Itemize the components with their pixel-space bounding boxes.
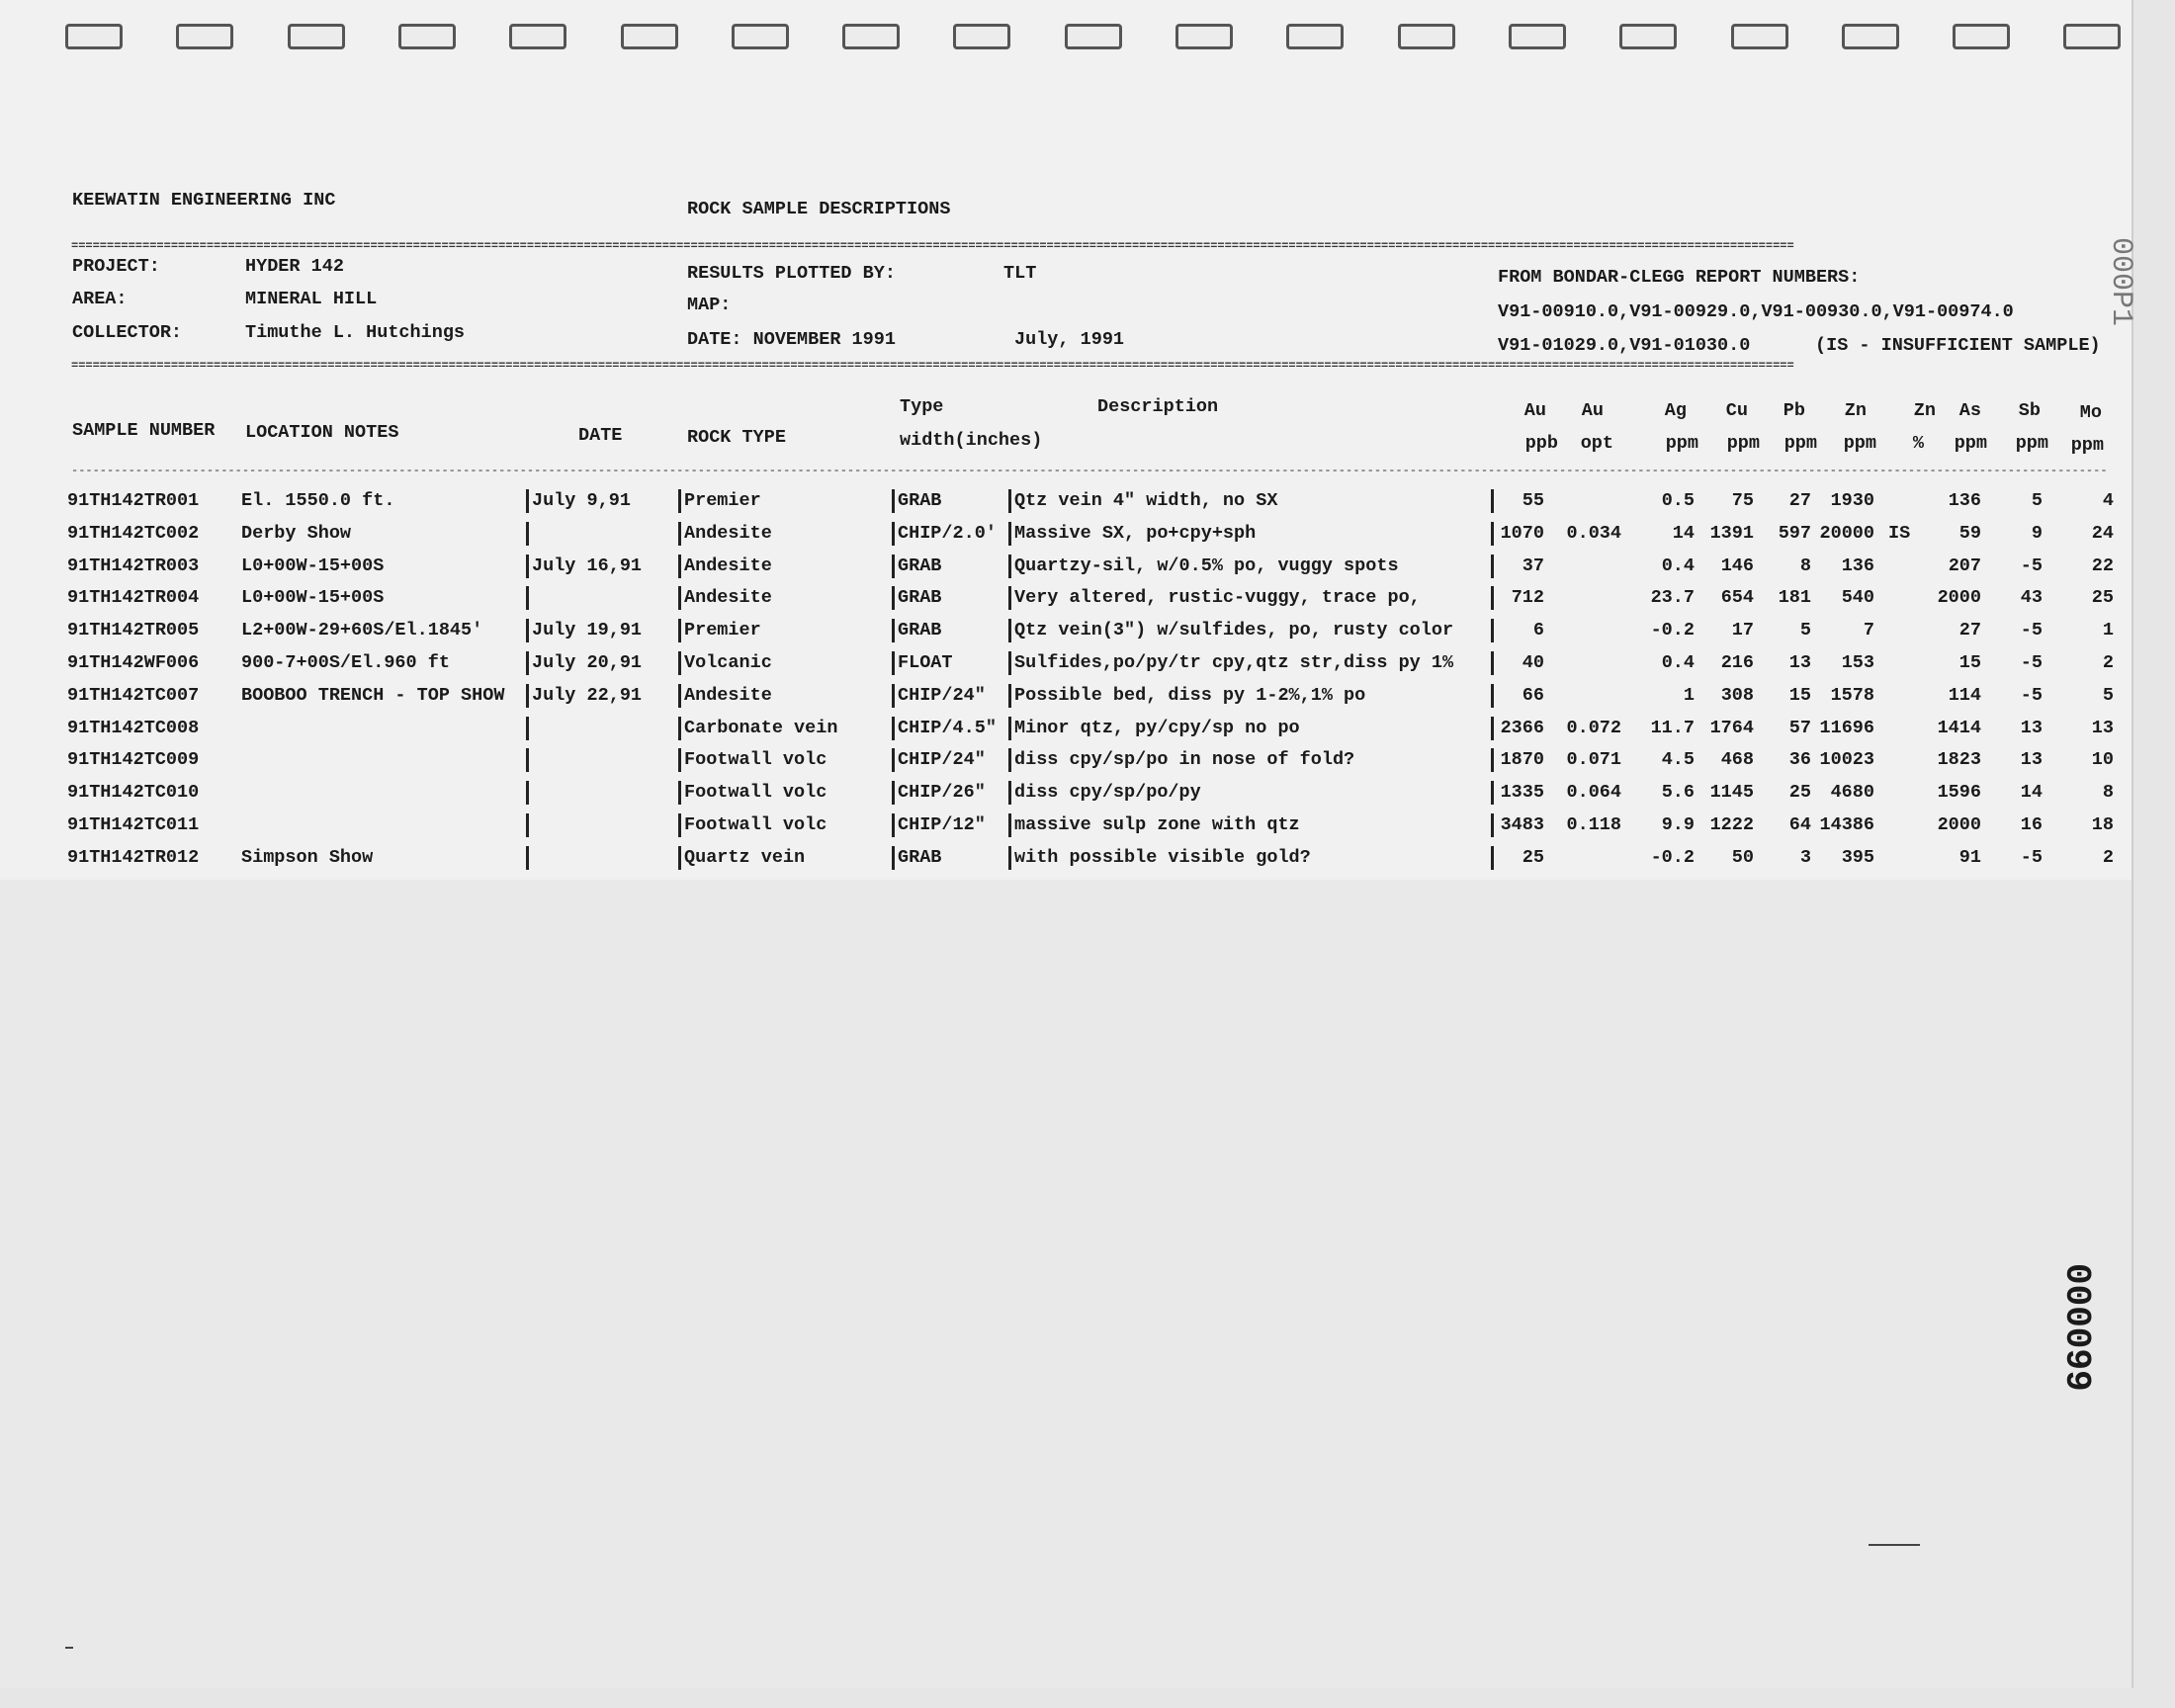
punch-hole xyxy=(842,24,900,49)
column-separator xyxy=(678,748,681,772)
cell-rock: Andesite xyxy=(684,555,772,576)
col-zn-pct: Zn xyxy=(1913,400,1936,421)
column-separator xyxy=(678,717,681,740)
cell-sample: 91TH142TC007 xyxy=(67,684,200,706)
column-separator xyxy=(1491,717,1494,740)
cell-sb: 9 xyxy=(2031,522,2043,544)
column-separator xyxy=(526,555,529,578)
column-separator xyxy=(1491,651,1494,675)
cell-ag: 0.4 xyxy=(1661,555,1695,576)
column-separator xyxy=(678,489,681,513)
cell-rock: Volcanic xyxy=(684,652,772,673)
cell-date: July 9,91 xyxy=(532,490,631,511)
cell-pb: 5 xyxy=(1799,620,1811,641)
cell-as: 1414 xyxy=(1937,717,1981,738)
cell-desc: diss cpy/sp/po in nose of fold? xyxy=(1014,749,1355,771)
double-rule-bottom: ================================================================================================================================================================================================================================================== xyxy=(71,360,1794,372)
punch-hole xyxy=(1509,24,1566,49)
col-sample-number: SAMPLE NUMBER xyxy=(72,420,216,441)
col-rock-type: ROCK TYPE xyxy=(687,427,786,448)
cell-ag: 5.6 xyxy=(1661,782,1695,804)
column-separator xyxy=(678,619,681,642)
cell-au: 25 xyxy=(1522,846,1544,868)
cell-ag: 0.5 xyxy=(1661,490,1695,511)
date-alt: July, 1991 xyxy=(1014,329,1125,350)
column-separator xyxy=(678,522,681,546)
map-label: MAP: xyxy=(687,295,732,315)
cell-zn: 153 xyxy=(1841,652,1874,673)
cell-mo: 18 xyxy=(2091,814,2114,835)
cell-pb: 13 xyxy=(1788,652,1811,673)
cell-au: 1870 xyxy=(1500,749,1544,771)
cell-sb: 5 xyxy=(2031,490,2043,511)
cell-cu: 17 xyxy=(1731,620,1754,641)
column-separator xyxy=(892,813,895,837)
cell-pb: 27 xyxy=(1788,490,1811,511)
cell-type: GRAB xyxy=(898,620,942,641)
cell-desc: Quartzy-sil, w/0.5% po, vuggy spots xyxy=(1014,555,1399,576)
column-separator xyxy=(526,684,529,708)
column-separator xyxy=(1491,522,1494,546)
pen-dot xyxy=(65,1647,73,1649)
col-sb-unit: ppm xyxy=(2015,433,2048,454)
cell-sample: 91TH142TR003 xyxy=(67,555,200,576)
punch-hole xyxy=(1286,24,1344,49)
col-pb-unit: ppm xyxy=(1784,433,1817,454)
cell-type: GRAB xyxy=(898,490,942,511)
punch-hole xyxy=(1065,24,1122,49)
column-separator xyxy=(1491,555,1494,578)
cell-cu: 216 xyxy=(1720,652,1754,673)
cell-loc: L0+00W-15+00S xyxy=(241,555,385,576)
column-separator xyxy=(678,813,681,837)
column-separator xyxy=(526,619,529,642)
column-separator xyxy=(678,684,681,708)
column-separator xyxy=(1491,684,1494,708)
column-separator xyxy=(526,522,529,546)
column-separator xyxy=(892,555,895,578)
column-separator xyxy=(526,846,529,870)
company-name: KEEWATIN ENGINEERING INC xyxy=(72,190,336,211)
cell-zn: 136 xyxy=(1841,555,1874,576)
punch-hole xyxy=(1953,24,2010,49)
column-separator xyxy=(1008,748,1011,772)
report-numbers-label: FROM BONDAR-CLEGG REPORT NUMBERS: xyxy=(1498,267,1861,288)
cell-sb: -5 xyxy=(2020,684,2043,706)
cell-pb: 64 xyxy=(1788,814,1811,835)
col-date: DATE xyxy=(578,425,623,446)
column-separator xyxy=(892,619,895,642)
insufficient-sample-note: (IS - INSUFFICIENT SAMPLE) xyxy=(1815,335,2101,356)
cell-desc: Qtz vein 4" width, no SX xyxy=(1014,490,1278,511)
cell-type: GRAB xyxy=(898,846,942,868)
cell-ag: 14 xyxy=(1672,522,1695,544)
cell-mo: 13 xyxy=(2091,717,2114,738)
col-cu: Cu xyxy=(1725,400,1748,421)
cell-au-opt: 0.072 xyxy=(1566,717,1621,738)
cell-sb: 43 xyxy=(2020,587,2043,609)
cell-pb: 8 xyxy=(1799,555,1811,576)
cell-ag: 0.4 xyxy=(1661,652,1695,673)
punch-hole xyxy=(953,24,1010,49)
cell-type: CHIP/24" xyxy=(898,684,986,706)
col-mo-unit: ppm xyxy=(2070,435,2104,456)
column-separator xyxy=(892,717,895,740)
column-separator xyxy=(526,748,529,772)
cell-loc: Derby Show xyxy=(241,522,352,544)
col-as: As xyxy=(1958,400,1981,421)
cell-zn: 1930 xyxy=(1830,490,1874,511)
col-au-ppb: Au xyxy=(1523,400,1546,421)
punch-hole xyxy=(1731,24,1788,49)
cell-cu: 50 xyxy=(1731,846,1754,868)
punch-hole xyxy=(621,24,678,49)
cell-au: 66 xyxy=(1522,684,1544,706)
cell-sample: 91TH142WF006 xyxy=(67,652,200,673)
column-separator xyxy=(892,846,895,870)
col-zn: Zn xyxy=(1844,400,1867,421)
col-au-ppb-unit: ppb xyxy=(1524,433,1558,454)
column-separator xyxy=(1491,781,1494,805)
column-separator xyxy=(678,846,681,870)
cell-desc: Massive SX, po+cpy+sph xyxy=(1014,522,1257,544)
column-separator xyxy=(1491,846,1494,870)
column-separator xyxy=(678,651,681,675)
punch-hole xyxy=(1175,24,1233,49)
cell-type: CHIP/24" xyxy=(898,749,986,771)
col-cu-unit: ppm xyxy=(1726,433,1760,454)
cell-desc: with possible visible gold? xyxy=(1014,846,1311,868)
col-zn-pct-unit: % xyxy=(1912,433,1924,454)
collector-label: COLLECTOR: xyxy=(72,322,183,343)
cell-cu: 468 xyxy=(1720,749,1754,771)
project-label: PROJECT: xyxy=(72,256,160,277)
col-au-opt-unit: opt xyxy=(1580,433,1613,454)
cell-cu: 1764 xyxy=(1709,717,1754,738)
cell-mo: 1 xyxy=(2102,620,2114,641)
cell-as: 2000 xyxy=(1937,587,1981,609)
column-separator xyxy=(526,651,529,675)
cell-type: CHIP/4.5" xyxy=(898,717,997,738)
cell-rock: Andesite xyxy=(684,684,772,706)
cell-desc: Minor qtz, py/cpy/sp no po xyxy=(1014,717,1300,738)
column-separator xyxy=(1008,586,1011,610)
col-as-unit: ppm xyxy=(1954,433,1987,454)
cell-zn: 395 xyxy=(1841,846,1874,868)
column-separator xyxy=(892,781,895,805)
col-width: width(inches) xyxy=(900,430,1043,451)
cell-type: CHIP/12" xyxy=(898,814,986,835)
cell-loc: Simpson Show xyxy=(241,846,374,868)
cell-cu: 1391 xyxy=(1709,522,1754,544)
cell-pb: 36 xyxy=(1788,749,1811,771)
cell-ag: 23.7 xyxy=(1650,587,1695,609)
cell-au: 55 xyxy=(1522,490,1544,511)
corner-mark: 000P1 xyxy=(2104,237,2137,327)
cell-sb: -5 xyxy=(2020,846,2043,868)
column-separator xyxy=(1008,619,1011,642)
cell-pb: 57 xyxy=(1788,717,1811,738)
cell-sample: 91TH142TC002 xyxy=(67,522,200,544)
cell-desc: Possible bed, diss py 1-2%,1% po xyxy=(1014,684,1366,706)
cell-loc: El. 1550.0 ft. xyxy=(241,490,395,511)
cell-zn: 11696 xyxy=(1819,717,1874,738)
area-label: AREA: xyxy=(72,289,128,309)
cell-as: 1823 xyxy=(1937,749,1981,771)
cell-type: GRAB xyxy=(898,555,942,576)
cell-au-opt: 0.071 xyxy=(1566,749,1621,771)
cell-rock: Andesite xyxy=(684,522,772,544)
column-separator xyxy=(1008,651,1011,675)
cell-mo: 8 xyxy=(2102,782,2114,804)
column-separator xyxy=(892,522,895,546)
cell-date: July 22,91 xyxy=(532,684,643,706)
cell-cu: 75 xyxy=(1731,490,1754,511)
cell-sb: 13 xyxy=(2020,717,2043,738)
cell-mo: 22 xyxy=(2091,555,2114,576)
cell-sb: -5 xyxy=(2020,652,2043,673)
column-separator xyxy=(678,555,681,578)
punch-hole xyxy=(176,24,233,49)
column-separator xyxy=(1491,489,1494,513)
cell-au: 6 xyxy=(1532,620,1544,641)
cell-au-opt: 0.118 xyxy=(1566,814,1621,835)
column-separator xyxy=(678,781,681,805)
punch-hole xyxy=(288,24,345,49)
cell-ag: -0.2 xyxy=(1650,620,1695,641)
cell-zn: 7 xyxy=(1863,620,1874,641)
cell-zn: 20000 xyxy=(1819,522,1874,544)
col-type: Type xyxy=(900,396,944,417)
column-separator xyxy=(1008,522,1011,546)
plotted-label: RESULTS PLOTTED BY: xyxy=(687,263,896,284)
column-separator xyxy=(892,748,895,772)
cell-sample: 91TH142TR004 xyxy=(67,587,200,609)
column-separator xyxy=(892,586,895,610)
column-separator xyxy=(1008,813,1011,837)
cell-date: July 16,91 xyxy=(532,555,643,576)
cell-type: CHIP/26" xyxy=(898,782,986,804)
cell-as: 136 xyxy=(1948,490,1981,511)
cell-mo: 25 xyxy=(2091,587,2114,609)
punch-hole xyxy=(2063,24,2121,49)
column-separator xyxy=(1008,781,1011,805)
cell-rock: Carbonate vein xyxy=(684,717,838,738)
cell-cu: 1222 xyxy=(1709,814,1754,835)
cell-sb: 14 xyxy=(2020,782,2043,804)
cell-au-opt: 0.034 xyxy=(1566,522,1621,544)
cell-zn: 14386 xyxy=(1819,814,1874,835)
punch-hole xyxy=(1842,24,1899,49)
cell-desc: massive sulp zone with qtz xyxy=(1014,814,1300,835)
date-label: DATE: NOVEMBER 1991 xyxy=(687,329,896,350)
cell-rock: Quartz vein xyxy=(684,846,806,868)
cell-au: 2366 xyxy=(1500,717,1544,738)
cell-cu: 308 xyxy=(1720,684,1754,706)
area-value: MINERAL HILL xyxy=(245,289,378,309)
cell-au: 40 xyxy=(1522,652,1544,673)
col-zn-unit: ppm xyxy=(1843,433,1876,454)
cell-zn: 1578 xyxy=(1830,684,1874,706)
column-separator xyxy=(678,586,681,610)
cell-ag: -0.2 xyxy=(1650,846,1695,868)
punch-hole xyxy=(65,24,123,49)
double-rule-top: ================================================================================================================================================================================================================================================== xyxy=(71,240,1794,252)
col-sb: Sb xyxy=(2018,400,2041,421)
col-description: Description xyxy=(1097,396,1219,417)
column-separator xyxy=(1491,813,1494,837)
cell-mo: 2 xyxy=(2102,652,2114,673)
cell-date: July 20,91 xyxy=(532,652,643,673)
cell-rock: Premier xyxy=(684,620,761,641)
cell-ag: 4.5 xyxy=(1661,749,1695,771)
col-mo: Mo xyxy=(2079,402,2102,423)
punch-hole xyxy=(1398,24,1455,49)
cell-type: GRAB xyxy=(898,587,942,609)
cell-cu: 654 xyxy=(1720,587,1754,609)
pen-mark xyxy=(1869,1544,1920,1546)
cell-zn-pct: IS xyxy=(1888,522,1911,544)
cell-rock: Premier xyxy=(684,490,761,511)
cell-pb: 3 xyxy=(1799,846,1811,868)
cell-as: 91 xyxy=(1958,846,1981,868)
cell-sample: 91TH142TR005 xyxy=(67,620,200,641)
cell-sample: 91TH142TR001 xyxy=(67,490,200,511)
punch-hole xyxy=(1619,24,1677,49)
cell-zn: 540 xyxy=(1841,587,1874,609)
column-separator xyxy=(1491,586,1494,610)
cell-pb: 25 xyxy=(1788,782,1811,804)
cell-mo: 5 xyxy=(2102,684,2114,706)
col-location-notes: LOCATION NOTES xyxy=(245,422,399,443)
cell-au-opt: 0.064 xyxy=(1566,782,1621,804)
column-separator xyxy=(1491,619,1494,642)
cell-rock: Footwall volc xyxy=(684,814,827,835)
cell-zn: 4680 xyxy=(1830,782,1874,804)
dashed-rule: ---------------------------------------------------------------------------------------------------------------------------------------------------------------------------------------------------------------------------------------------------------------------------------------------- xyxy=(71,465,2108,476)
cell-mo: 4 xyxy=(2102,490,2114,511)
cell-as: 59 xyxy=(1958,522,1981,544)
column-separator xyxy=(526,489,529,513)
cell-ag: 9.9 xyxy=(1661,814,1695,835)
col-au-opt: Au xyxy=(1581,400,1604,421)
column-separator xyxy=(526,586,529,610)
cell-mo: 24 xyxy=(2091,522,2114,544)
cell-cu: 146 xyxy=(1720,555,1754,576)
col-pb: Pb xyxy=(1783,400,1805,421)
page-number: 000099 xyxy=(2056,1263,2097,1392)
cell-sb: -5 xyxy=(2020,555,2043,576)
col-ag-unit: ppm xyxy=(1665,433,1698,454)
cell-date: July 19,91 xyxy=(532,620,643,641)
punch-hole xyxy=(509,24,566,49)
cell-as: 27 xyxy=(1958,620,1981,641)
punch-hole xyxy=(732,24,789,49)
cell-zn: 10023 xyxy=(1819,749,1874,771)
cell-as: 114 xyxy=(1948,684,1981,706)
column-separator xyxy=(1008,555,1011,578)
project-value: HYDER 142 xyxy=(245,256,344,277)
cell-au: 1070 xyxy=(1500,522,1544,544)
column-separator xyxy=(1491,748,1494,772)
cell-pb: 597 xyxy=(1778,522,1811,544)
cell-sb: 16 xyxy=(2020,814,2043,835)
cell-type: CHIP/2.0' xyxy=(898,522,997,544)
lower-blank-area xyxy=(0,880,2132,1688)
col-ag: Ag xyxy=(1664,400,1687,421)
cell-loc: 900-7+00S/El.960 ft xyxy=(241,652,450,673)
column-separator xyxy=(892,684,895,708)
cell-loc: L0+00W-15+00S xyxy=(241,587,385,609)
report-numbers-line1: V91-00910.0,V91-00929.0,V91-00930.0,V91-00974.0 xyxy=(1498,301,2014,322)
cell-desc: Qtz vein(3") w/sulfides, po, rusty color xyxy=(1014,620,1454,641)
cell-sample: 91TH142TR012 xyxy=(67,846,200,868)
column-separator xyxy=(526,813,529,837)
cell-pb: 15 xyxy=(1788,684,1811,706)
column-separator xyxy=(526,781,529,805)
cell-au: 1335 xyxy=(1500,782,1544,804)
cell-loc: BOOBOO TRENCH - TOP SHOW xyxy=(241,684,505,706)
cell-au: 3483 xyxy=(1500,814,1544,835)
cell-pb: 181 xyxy=(1778,587,1811,609)
column-separator xyxy=(892,489,895,513)
cell-desc: Very altered, rustic-vuggy, trace po, xyxy=(1014,587,1421,609)
cell-as: 2000 xyxy=(1937,814,1981,835)
column-separator xyxy=(1008,846,1011,870)
cell-sample: 91TH142TC009 xyxy=(67,749,200,771)
cell-mo: 10 xyxy=(2091,749,2114,771)
plotted-value: TLT xyxy=(1003,263,1037,284)
cell-au: 712 xyxy=(1511,587,1544,609)
cell-sample: 91TH142TC008 xyxy=(67,717,200,738)
cell-as: 1596 xyxy=(1937,782,1981,804)
column-separator xyxy=(1008,489,1011,513)
cell-rock: Andesite xyxy=(684,587,772,609)
column-separator xyxy=(1008,684,1011,708)
punch-hole xyxy=(398,24,456,49)
cell-as: 207 xyxy=(1948,555,1981,576)
collector-value: Timuthe L. Hutchings xyxy=(245,322,466,343)
report-title: ROCK SAMPLE DESCRIPTIONS xyxy=(687,199,951,219)
cell-desc: diss cpy/sp/po/py xyxy=(1014,782,1201,804)
cell-sb: 13 xyxy=(2020,749,2043,771)
cell-rock: Footwall volc xyxy=(684,782,827,804)
column-separator xyxy=(526,717,529,740)
cell-type: FLOAT xyxy=(898,652,953,673)
report-numbers-line2: V91-01029.0,V91-01030.0 xyxy=(1498,335,1751,356)
cell-ag: 11.7 xyxy=(1650,717,1695,738)
cell-loc: L2+00W-29+60S/El.1845' xyxy=(241,620,483,641)
cell-sample: 91TH142TC011 xyxy=(67,814,200,835)
cell-sample: 91TH142TC010 xyxy=(67,782,200,804)
cell-desc: Sulfides,po/py/tr cpy,qtz str,diss py 1% xyxy=(1014,652,1454,673)
cell-au: 37 xyxy=(1522,555,1544,576)
cell-as: 15 xyxy=(1958,652,1981,673)
column-separator xyxy=(1008,717,1011,740)
cell-cu: 1145 xyxy=(1709,782,1754,804)
cell-ag: 1 xyxy=(1683,684,1695,706)
cell-rock: Footwall volc xyxy=(684,749,827,771)
column-separator xyxy=(892,651,895,675)
cell-mo: 2 xyxy=(2102,846,2114,868)
cell-sb: -5 xyxy=(2020,620,2043,641)
